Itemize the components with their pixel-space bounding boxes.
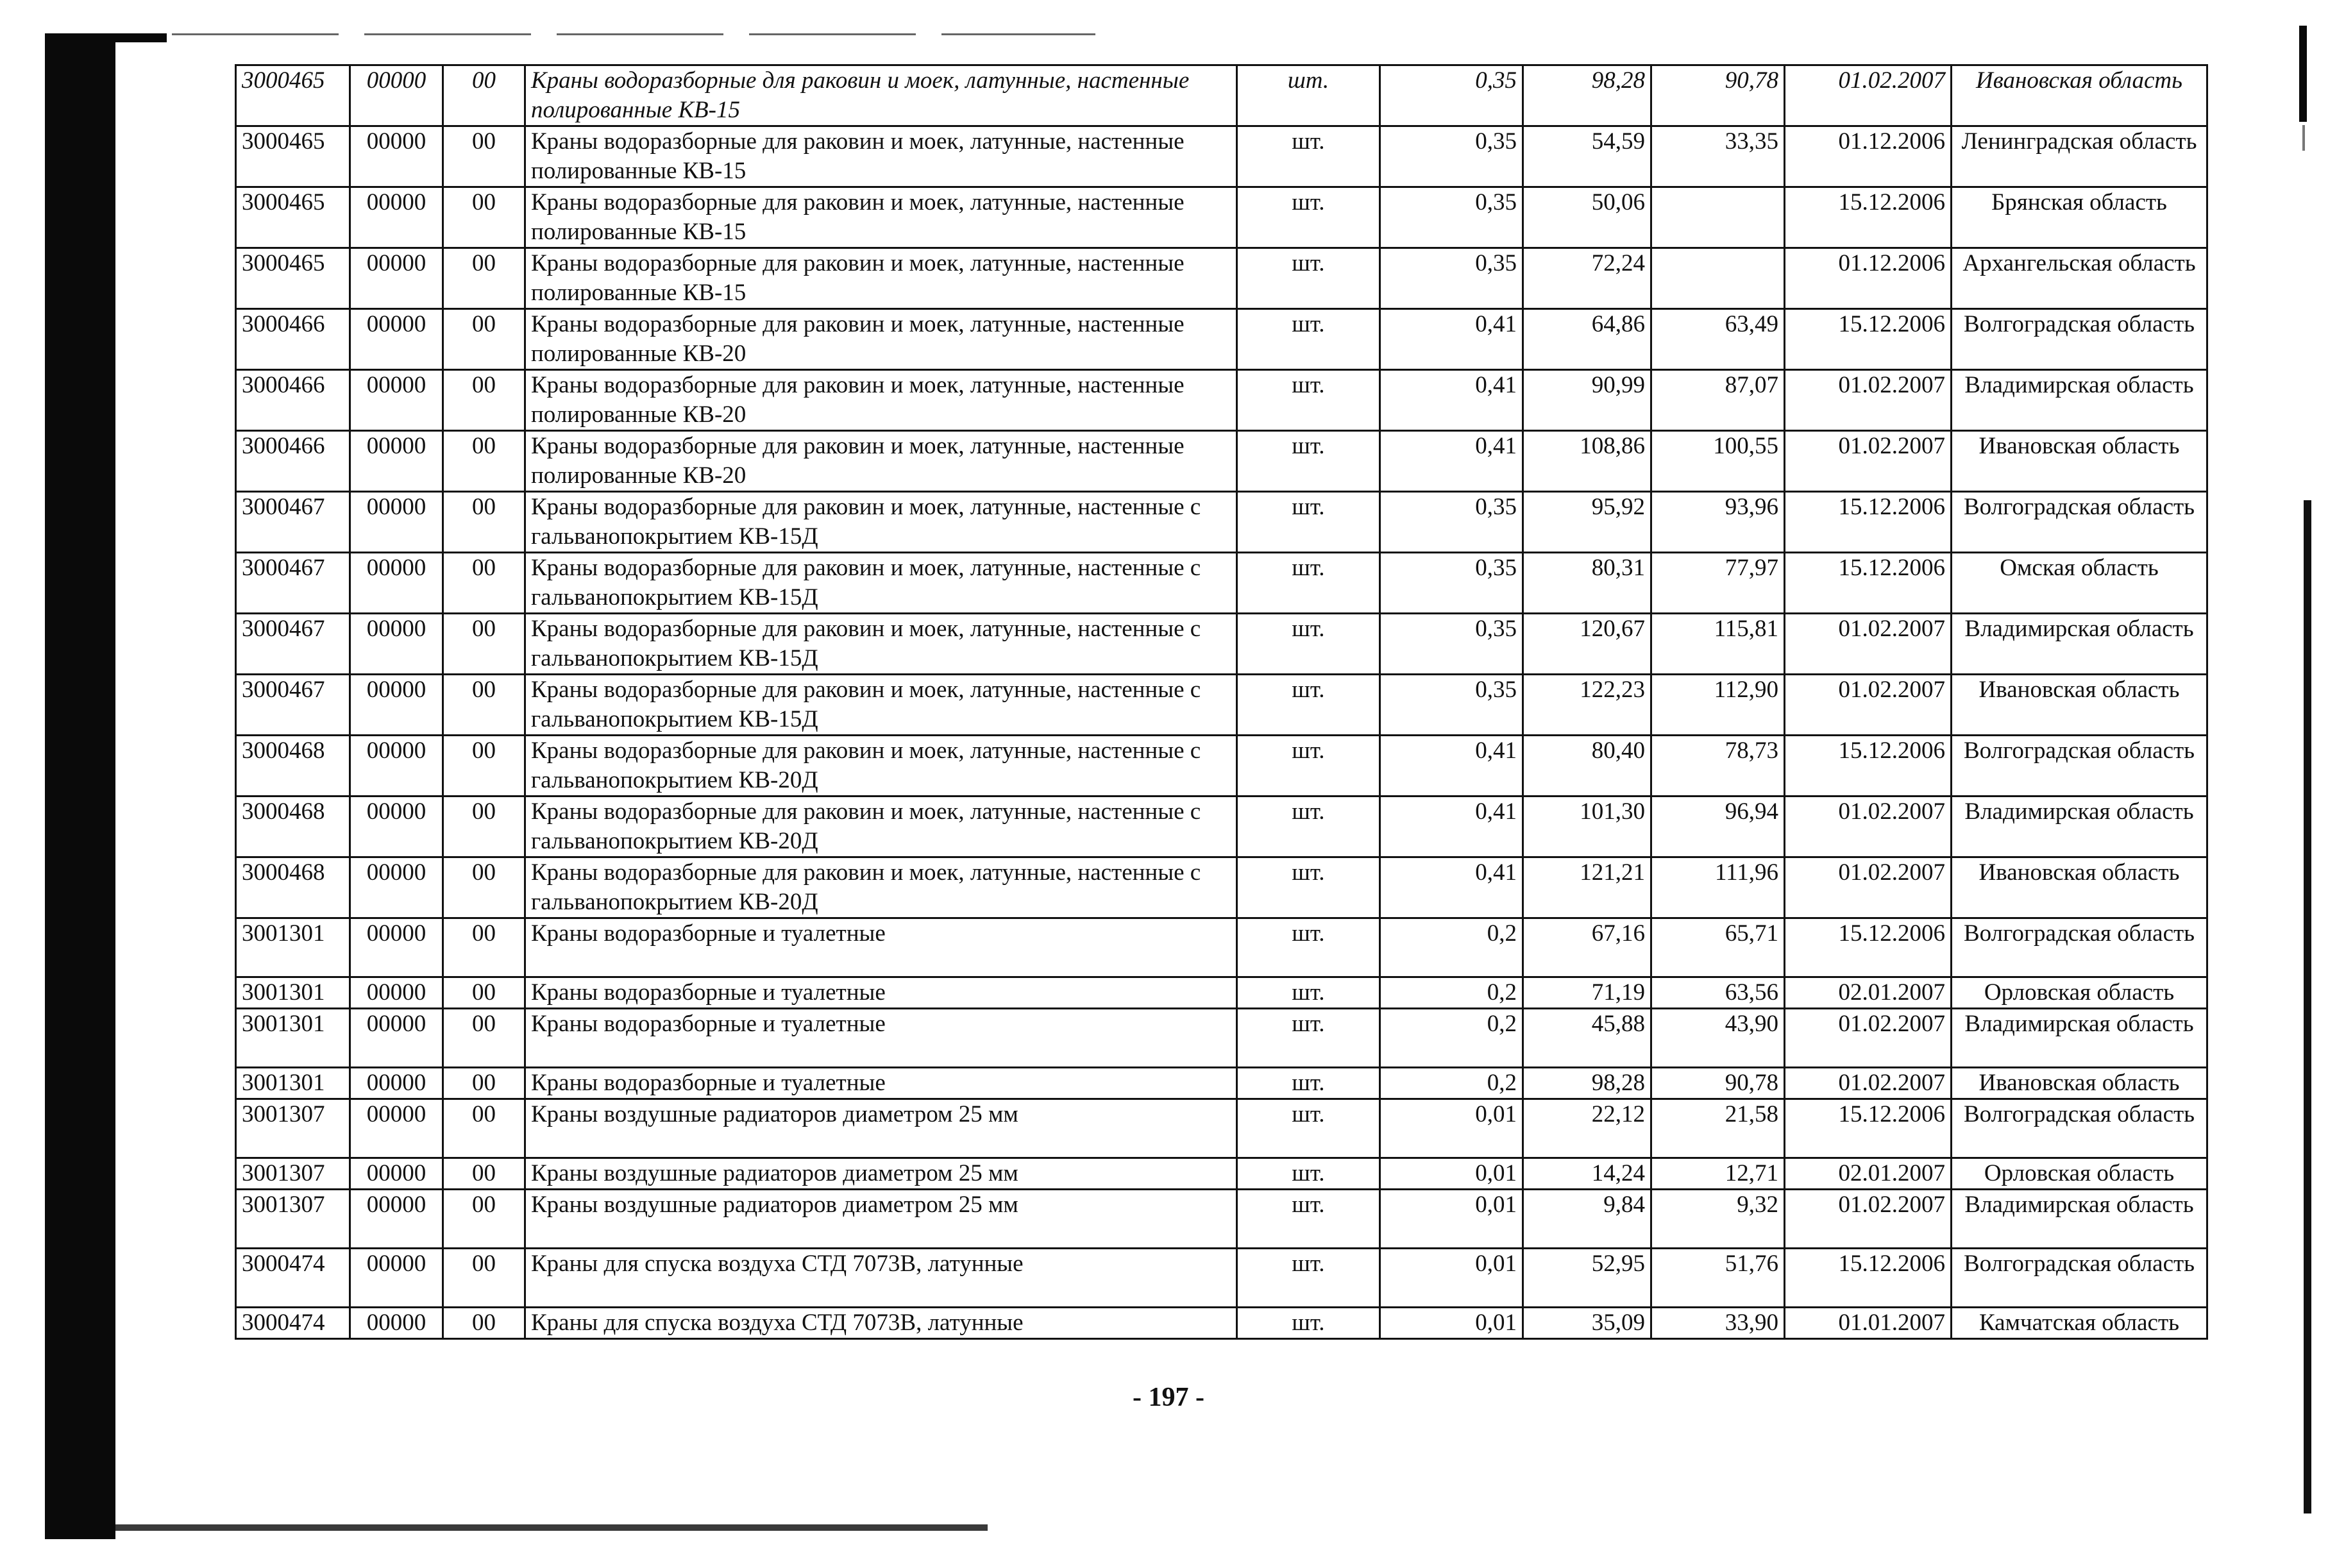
- item-unit: шт.: [1237, 309, 1380, 370]
- item-region: Камчатская область: [1952, 1308, 2207, 1339]
- item-subcode: 00000: [350, 857, 443, 918]
- item-price-with-vat: 98,28: [1523, 1068, 1651, 1099]
- item-date: 15.12.2006: [1785, 918, 1952, 977]
- item-weight: 0,41: [1380, 736, 1523, 797]
- item-unit: шт.: [1237, 857, 1380, 918]
- item-subcode: 00000: [350, 187, 443, 248]
- item-unit: шт.: [1237, 918, 1380, 977]
- item-date: 01.02.2007: [1785, 1009, 1952, 1068]
- item-price-without-vat: 51,76: [1651, 1249, 1785, 1308]
- item-date: 01.02.2007: [1785, 431, 1952, 492]
- item-name: Краны водоразборные для раковин и моек, латунные, настенные полированные КВ-15: [525, 126, 1237, 187]
- item-price-without-vat: 77,97: [1651, 553, 1785, 614]
- item-subcode: 00000: [350, 248, 443, 309]
- item-weight: 0,35: [1380, 675, 1523, 736]
- item-unit: шт.: [1237, 1009, 1380, 1068]
- item-weight: 0,01: [1380, 1249, 1523, 1308]
- item-weight: 0,41: [1380, 370, 1523, 431]
- item-date: 01.02.2007: [1785, 370, 1952, 431]
- item-weight: 0,35: [1380, 65, 1523, 126]
- item-unit: шт.: [1237, 736, 1380, 797]
- item-subcode: 00000: [350, 492, 443, 553]
- item-unit: шт.: [1237, 553, 1380, 614]
- item-region: Владимирская область: [1952, 614, 2207, 675]
- item-price-with-vat: 22,12: [1523, 1099, 1651, 1158]
- item-price-without-vat: 65,71: [1651, 918, 1785, 977]
- price-table: [235, 64, 2208, 1340]
- item-region: Владимирская область: [1952, 370, 2207, 431]
- item-price-without-vat: 33,90: [1651, 1308, 1785, 1339]
- scan-edge-bottom: [115, 1524, 988, 1531]
- item-price-with-vat: 108,86: [1523, 431, 1651, 492]
- item-price-without-vat: 63,56: [1651, 977, 1785, 1009]
- item-subcode: 00000: [350, 309, 443, 370]
- item-price-without-vat: 90,78: [1651, 1068, 1785, 1099]
- item-code: 3000466: [236, 370, 350, 431]
- scan-top-line: [172, 33, 1095, 35]
- item-date: 15.12.2006: [1785, 309, 1952, 370]
- item-weight: 0,41: [1380, 857, 1523, 918]
- item-price-with-vat: 101,30: [1523, 797, 1651, 857]
- item-price-without-vat: [1651, 187, 1785, 248]
- item-date: 15.12.2006: [1785, 1249, 1952, 1308]
- item-weight: 0,35: [1380, 126, 1523, 187]
- item-region: Волгоградская область: [1952, 736, 2207, 797]
- item-name: Краны для спуска воздуха СТД 7073В, латунные: [525, 1249, 1237, 1308]
- item-date: 02.01.2007: [1785, 1158, 1952, 1190]
- item-weight: 0,01: [1380, 1158, 1523, 1190]
- item-code: 3000465: [236, 248, 350, 309]
- item-name: Краны воздушные радиаторов диаметром 25 мм: [525, 1190, 1237, 1249]
- item-price-without-vat: 43,90: [1651, 1009, 1785, 1068]
- item-date: 01.02.2007: [1785, 65, 1952, 126]
- item-unit: шт.: [1237, 1158, 1380, 1190]
- item-price-without-vat: 78,73: [1651, 736, 1785, 797]
- table-row: [236, 65, 2207, 126]
- item-date: 02.01.2007: [1785, 977, 1952, 1009]
- item-region: Ивановская область: [1952, 675, 2207, 736]
- item-subcode: 00000: [350, 1308, 443, 1339]
- item-name: Краны водоразборные для раковин и моек, латунные, настенные полированные КВ-20: [525, 431, 1237, 492]
- item-subcode: 00000: [350, 126, 443, 187]
- item-code: 3000465: [236, 187, 350, 248]
- item-unit: шт.: [1237, 977, 1380, 1009]
- item-date: 15.12.2006: [1785, 492, 1952, 553]
- item-weight: 0,35: [1380, 492, 1523, 553]
- item-name: Краны водоразборные для раковин и моек, латунные, настенные с гальванопокрытием КВ-15Д: [525, 614, 1237, 675]
- scan-edge-left: [45, 38, 115, 1539]
- table-body: [236, 65, 2207, 1339]
- table-row: [236, 1099, 2207, 1158]
- item-subcode: 00000: [350, 553, 443, 614]
- item-weight: 0,01: [1380, 1308, 1523, 1339]
- item-price-without-vat: 9,32: [1651, 1190, 1785, 1249]
- table-row: [236, 309, 2207, 370]
- item-variant: 00: [443, 553, 525, 614]
- item-date: 15.12.2006: [1785, 736, 1952, 797]
- item-code: 3001301: [236, 1068, 350, 1099]
- item-variant: 00: [443, 431, 525, 492]
- table-row: [236, 1249, 2207, 1308]
- item-variant: 00: [443, 1190, 525, 1249]
- table-row: [236, 614, 2207, 675]
- item-code: 3000466: [236, 309, 350, 370]
- item-price-without-vat: 21,58: [1651, 1099, 1785, 1158]
- item-weight: 0,41: [1380, 309, 1523, 370]
- item-variant: 00: [443, 736, 525, 797]
- item-variant: 00: [443, 797, 525, 857]
- item-region: Ленинградская область: [1952, 126, 2207, 187]
- item-weight: 0,35: [1380, 553, 1523, 614]
- item-price-with-vat: 80,40: [1523, 736, 1651, 797]
- item-date: 15.12.2006: [1785, 187, 1952, 248]
- item-price-with-vat: 45,88: [1523, 1009, 1651, 1068]
- item-region: Владимирская область: [1952, 1009, 2207, 1068]
- item-unit: шт.: [1237, 797, 1380, 857]
- item-region: Волгоградская область: [1952, 492, 2207, 553]
- page-number: - 197 -: [1133, 1383, 1204, 1412]
- item-code: 3000467: [236, 675, 350, 736]
- item-region: Ивановская область: [1952, 65, 2207, 126]
- item-unit: шт.: [1237, 126, 1380, 187]
- item-code: 3001301: [236, 918, 350, 977]
- item-region: Ивановская область: [1952, 857, 2207, 918]
- item-subcode: 00000: [350, 977, 443, 1009]
- item-region: Архангельская область: [1952, 248, 2207, 309]
- item-price-with-vat: 9,84: [1523, 1190, 1651, 1249]
- item-price-without-vat: 87,07: [1651, 370, 1785, 431]
- item-price-with-vat: 90,99: [1523, 370, 1651, 431]
- item-code: 3001307: [236, 1099, 350, 1158]
- item-region: Владимирская область: [1952, 1190, 2207, 1249]
- table-row: [236, 1308, 2207, 1339]
- scan-mark-right-bottom: [2304, 500, 2311, 1513]
- item-price-with-vat: 121,21: [1523, 857, 1651, 918]
- item-price-without-vat: [1651, 248, 1785, 309]
- item-variant: 00: [443, 918, 525, 977]
- item-price-with-vat: 95,92: [1523, 492, 1651, 553]
- table-row: [236, 1190, 2207, 1249]
- item-code: 3001301: [236, 977, 350, 1009]
- item-weight: 0,41: [1380, 797, 1523, 857]
- item-weight: 0,35: [1380, 187, 1523, 248]
- item-code: 3001301: [236, 1009, 350, 1068]
- item-region: Волгоградская область: [1952, 309, 2207, 370]
- item-variant: 00: [443, 857, 525, 918]
- item-variant: 00: [443, 1308, 525, 1339]
- item-unit: шт.: [1237, 1308, 1380, 1339]
- item-unit: шт.: [1237, 370, 1380, 431]
- item-region: Волгоградская область: [1952, 1099, 2207, 1158]
- item-name: Краны водоразборные для раковин и моек, латунные, настенные с гальванопокрытием КВ-15Д: [525, 675, 1237, 736]
- item-date: 01.02.2007: [1785, 797, 1952, 857]
- item-code: 3000474: [236, 1308, 350, 1339]
- item-price-without-vat: 93,96: [1651, 492, 1785, 553]
- table-row: [236, 1009, 2207, 1068]
- item-name: Краны водоразборные и туалетные: [525, 1009, 1237, 1068]
- scan-mark-right-small: [2302, 125, 2305, 151]
- item-variant: 00: [443, 977, 525, 1009]
- item-weight: 0,2: [1380, 918, 1523, 977]
- item-unit: шт.: [1237, 1190, 1380, 1249]
- item-price-with-vat: 54,59: [1523, 126, 1651, 187]
- item-variant: 00: [443, 1009, 525, 1068]
- item-name: Краны водоразборные для раковин и моек, латунные, настенные полированные КВ-15: [525, 187, 1237, 248]
- table-row: [236, 918, 2207, 977]
- item-name: Краны водоразборные для раковин и моек, латунные, настенные с гальванопокрытием КВ-20Д: [525, 857, 1237, 918]
- item-price-without-vat: 33,35: [1651, 126, 1785, 187]
- item-name: Краны водоразборные для раковин и моек, латунные, настенные с гальванопокрытием КВ-20Д: [525, 736, 1237, 797]
- item-subcode: 00000: [350, 736, 443, 797]
- item-variant: 00: [443, 187, 525, 248]
- item-code: 3000466: [236, 431, 350, 492]
- item-name: Краны воздушные радиаторов диаметром 25 мм: [525, 1099, 1237, 1158]
- table-row: [236, 553, 2207, 614]
- table-row: [236, 675, 2207, 736]
- item-variant: 00: [443, 370, 525, 431]
- item-name: Краны водоразборные для раковин и моек, латунные, настенные полированные КВ-15: [525, 248, 1237, 309]
- item-variant: 00: [443, 1249, 525, 1308]
- item-name: Краны воздушные радиаторов диаметром 25 мм: [525, 1158, 1237, 1190]
- item-subcode: 00000: [350, 1158, 443, 1190]
- item-price-without-vat: 96,94: [1651, 797, 1785, 857]
- item-region: Омская область: [1952, 553, 2207, 614]
- item-date: 01.02.2007: [1785, 675, 1952, 736]
- item-variant: 00: [443, 126, 525, 187]
- item-price-with-vat: 80,31: [1523, 553, 1651, 614]
- item-subcode: 00000: [350, 1099, 443, 1158]
- item-price-with-vat: 72,24: [1523, 248, 1651, 309]
- table-row: [236, 248, 2207, 309]
- item-price-with-vat: 64,86: [1523, 309, 1651, 370]
- table-row: [236, 736, 2207, 797]
- table-row: [236, 977, 2207, 1009]
- table-row: [236, 370, 2207, 431]
- item-name: Краны водоразборные и туалетные: [525, 977, 1237, 1009]
- item-subcode: 00000: [350, 918, 443, 977]
- item-code: 3001307: [236, 1158, 350, 1190]
- item-region: Орловская область: [1952, 977, 2207, 1009]
- item-weight: 0,35: [1380, 614, 1523, 675]
- item-unit: шт.: [1237, 187, 1380, 248]
- item-name: Краны водоразборные для раковин и моек, латунные, настенные полированные КВ-20: [525, 309, 1237, 370]
- item-price-with-vat: 71,19: [1523, 977, 1651, 1009]
- item-code: 3000465: [236, 65, 350, 126]
- table-row: [236, 187, 2207, 248]
- item-name: Краны водоразборные для раковин и моек, латунные, настенные с гальванопокрытием КВ-15Д: [525, 492, 1237, 553]
- item-code: 3000465: [236, 126, 350, 187]
- item-price-with-vat: 120,67: [1523, 614, 1651, 675]
- item-name: Краны водоразборные и туалетные: [525, 1068, 1237, 1099]
- item-subcode: 00000: [350, 1190, 443, 1249]
- item-price-without-vat: 63,49: [1651, 309, 1785, 370]
- item-unit: шт.: [1237, 492, 1380, 553]
- item-code: 3000467: [236, 492, 350, 553]
- item-subcode: 00000: [350, 1249, 443, 1308]
- item-price-with-vat: 67,16: [1523, 918, 1651, 977]
- item-subcode: 00000: [350, 797, 443, 857]
- item-name: Краны водоразборные для раковин и моек, латунные, настенные полированные КВ-20: [525, 370, 1237, 431]
- item-subcode: 00000: [350, 65, 443, 126]
- item-subcode: 00000: [350, 614, 443, 675]
- table-row: [236, 797, 2207, 857]
- item-price-with-vat: 122,23: [1523, 675, 1651, 736]
- item-price-without-vat: 100,55: [1651, 431, 1785, 492]
- item-region: Ивановская область: [1952, 1068, 2207, 1099]
- item-subcode: 00000: [350, 675, 443, 736]
- item-weight: 0,01: [1380, 1190, 1523, 1249]
- item-subcode: 00000: [350, 431, 443, 492]
- item-weight: 0,2: [1380, 977, 1523, 1009]
- item-variant: 00: [443, 1099, 525, 1158]
- item-subcode: 00000: [350, 1068, 443, 1099]
- item-region: Орловская область: [1952, 1158, 2207, 1190]
- item-variant: 00: [443, 1068, 525, 1099]
- item-name: Краны водоразборные для раковин и моек, латунные, настенные полированные КВ-15: [525, 65, 1237, 126]
- item-unit: шт.: [1237, 614, 1380, 675]
- item-unit: шт.: [1237, 1099, 1380, 1158]
- item-code: 3000474: [236, 1249, 350, 1308]
- item-date: 01.02.2007: [1785, 1068, 1952, 1099]
- table-row: [236, 1158, 2207, 1190]
- item-region: Владимирская область: [1952, 797, 2207, 857]
- item-code: 3000468: [236, 857, 350, 918]
- item-region: Волгоградская область: [1952, 918, 2207, 977]
- item-subcode: 00000: [350, 370, 443, 431]
- item-name: Краны для спуска воздуха СТД 7073В, латунные: [525, 1308, 1237, 1339]
- item-variant: 00: [443, 614, 525, 675]
- item-name: Краны водоразборные и туалетные: [525, 918, 1237, 977]
- item-variant: 00: [443, 492, 525, 553]
- item-date: 15.12.2006: [1785, 1099, 1952, 1158]
- item-price-with-vat: 35,09: [1523, 1308, 1651, 1339]
- item-price-without-vat: 90,78: [1651, 65, 1785, 126]
- item-date: 01.02.2007: [1785, 1190, 1952, 1249]
- item-unit: шт.: [1237, 65, 1380, 126]
- item-name: Краны водоразборные для раковин и моек, латунные, настенные с гальванопокрытием КВ-20Д: [525, 797, 1237, 857]
- item-variant: 00: [443, 248, 525, 309]
- item-date: 01.12.2006: [1785, 126, 1952, 187]
- item-code: 3000468: [236, 736, 350, 797]
- item-price-with-vat: 52,95: [1523, 1249, 1651, 1308]
- item-code: 3000468: [236, 797, 350, 857]
- item-region: Брянская область: [1952, 187, 2207, 248]
- item-variant: 00: [443, 309, 525, 370]
- item-unit: шт.: [1237, 248, 1380, 309]
- item-date: 01.02.2007: [1785, 857, 1952, 918]
- item-unit: шт.: [1237, 431, 1380, 492]
- item-price-without-vat: 115,81: [1651, 614, 1785, 675]
- scan-mark-right-top: [2299, 26, 2307, 122]
- item-variant: 00: [443, 65, 525, 126]
- item-weight: 0,2: [1380, 1009, 1523, 1068]
- item-date: 01.02.2007: [1785, 614, 1952, 675]
- item-price-without-vat: 12,71: [1651, 1158, 1785, 1190]
- item-variant: 00: [443, 1158, 525, 1190]
- item-code: 3001307: [236, 1190, 350, 1249]
- table-row: [236, 492, 2207, 553]
- item-unit: шт.: [1237, 1068, 1380, 1099]
- item-date: 15.12.2006: [1785, 553, 1952, 614]
- item-date: 01.12.2006: [1785, 248, 1952, 309]
- item-name: Краны водоразборные для раковин и моек, латунные, настенные с гальванопокрытием КВ-15Д: [525, 553, 1237, 614]
- table-row: [236, 431, 2207, 492]
- item-price-with-vat: 50,06: [1523, 187, 1651, 248]
- item-date: 01.01.2007: [1785, 1308, 1952, 1339]
- item-region: Волгоградская область: [1952, 1249, 2207, 1308]
- item-code: 3000467: [236, 553, 350, 614]
- item-weight: 0,2: [1380, 1068, 1523, 1099]
- table-row: [236, 1068, 2207, 1099]
- item-price-without-vat: 111,96: [1651, 857, 1785, 918]
- item-weight: 0,01: [1380, 1099, 1523, 1158]
- item-unit: шт.: [1237, 1249, 1380, 1308]
- item-code: 3000467: [236, 614, 350, 675]
- item-unit: шт.: [1237, 675, 1380, 736]
- item-price-with-vat: 14,24: [1523, 1158, 1651, 1190]
- item-variant: 00: [443, 675, 525, 736]
- table-row: [236, 857, 2207, 918]
- item-price-without-vat: 112,90: [1651, 675, 1785, 736]
- table-row: [236, 126, 2207, 187]
- item-weight: 0,35: [1380, 248, 1523, 309]
- item-region: Ивановская область: [1952, 431, 2207, 492]
- item-weight: 0,41: [1380, 431, 1523, 492]
- item-subcode: 00000: [350, 1009, 443, 1068]
- item-price-with-vat: 98,28: [1523, 65, 1651, 126]
